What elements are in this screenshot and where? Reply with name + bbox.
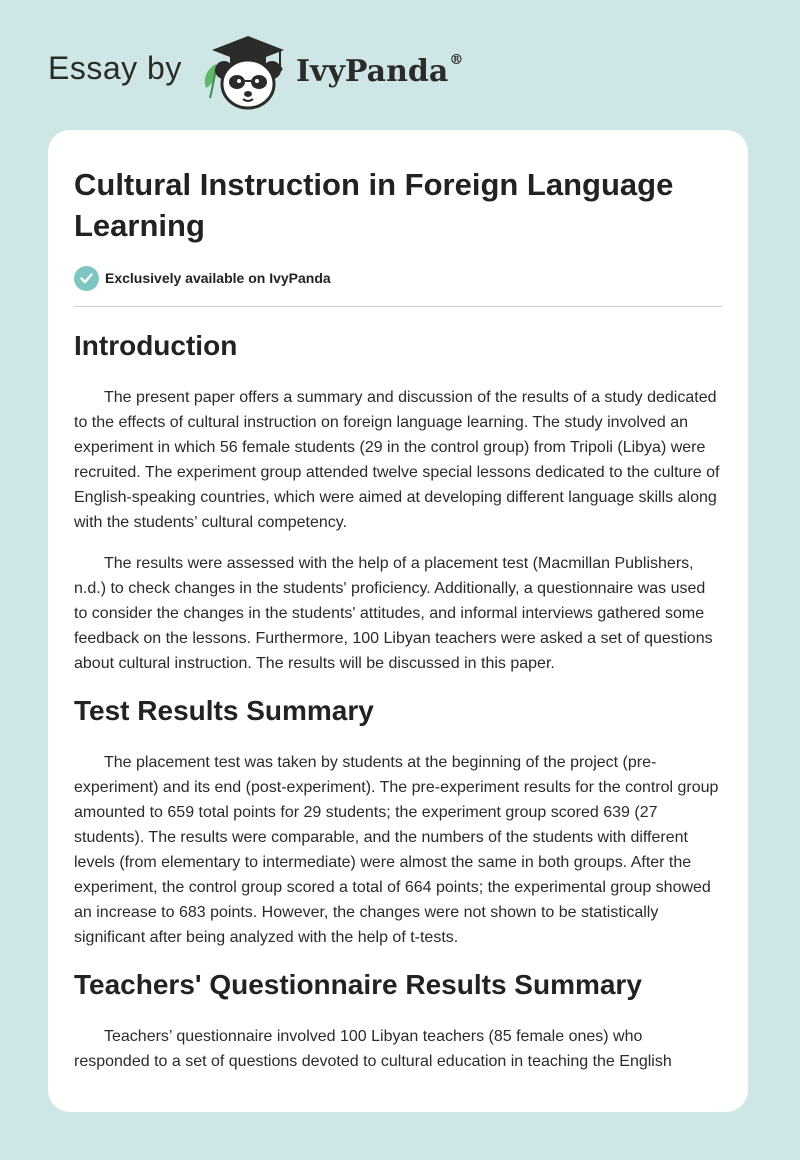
paragraph: The results were assessed with the help of a placement test (Macmillan Publishers, n.d.) to check changes in the students' proficiency. Additionally, a questionnaire was used to consider the changes in the students' attitudes, and informal interviews gathered some feedback on the lessons. Furthermore, 100 Libyan teachers were asked a set of questions about cultural instruction. The results will be discussed in this paper. [74,555,713,672]
site-header [0,0,800,130]
page-title: Cultural Instruction in Foreign Language Learning [74,167,674,243]
brand-name[interactable] [296,54,463,89]
paragraph: The present paper offers a summary and discussion of the results of a study dedicated to the effects of cultural instruction on foreign language learning. The study involved an experiment in which 56 female students (29 in the control group) from Tripoli (Libya) were recruited. The experiment group attended twelve special lessons dedicated to the culture of English-speaking countries, which were aimed at developing different language skills along with the students’ cultural competency. [74,389,720,531]
section-heading-teachers-questionnaire: Teachers' Questionnaire Results Summary [74,969,642,1000]
exclusive-badge [74,264,722,292]
brand-text: IvyPanda [296,54,449,89]
exclusive-label: Exclusively available on IvyPanda [105,270,331,286]
panda-graduate-icon[interactable] [200,34,290,110]
registered-mark: ® [449,52,464,68]
section-heading-introduction: Introduction [74,330,238,361]
divider [74,306,722,307]
section-heading-test-results: Test Results Summary [74,695,374,726]
paragraph: The placement test was taken by students at the beginning of the project (pre-experiment) and its end (post-experiment). The pre-experiment results for the control group amounted to 659 total points for 29 students; the experiment group scored 639 (27 students). The results were comparable, and the numbers of the students with different levels (from elementary to intermediate) were almost the same in both groups. After the experiment, the control group scored a total of 664 points; the experimental group showed an increase to 683 points. However, the changes were not shown to be statistically significant after being analyzed with the help of t-tests. [74,754,719,946]
paragraph: Teachers’ questionnaire involved 100 Libyan teachers (85 female ones) who responded to a set of questions devoted to cultural education in teaching the English [74,1028,672,1070]
essay-by-label: Essay by [48,50,182,86]
check-circle-icon [74,266,99,291]
article-card [48,130,748,1112]
